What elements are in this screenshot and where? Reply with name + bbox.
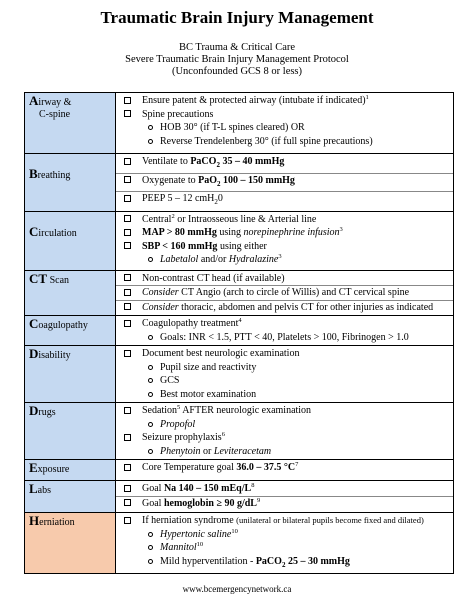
checklist-item: Consider CT Angio (arch to circle of Willis) and CT cervical spine — [116, 285, 453, 300]
checklist-item: Non-contrast CT head (if available) — [116, 272, 453, 286]
content-exposure — [116, 460, 454, 481]
checklist-item: Central$^2$ or Intraosseous line & Arterial line — [116, 213, 453, 227]
checklist-item: Spine precautions — [116, 108, 453, 122]
row-exposure — [25, 460, 454, 481]
label-ct-scan: CT Scan — [25, 270, 116, 316]
label-exposure: Exposure — [25, 460, 116, 481]
checklist-item: Oxygenate to PaO$_2$ 100 – 150 mmHg — [116, 173, 453, 192]
label-circulation: Circulation — [25, 211, 116, 270]
row-labs — [25, 481, 454, 513]
content-coagulopathy — [116, 316, 454, 346]
page-title: Traumatic Brain Injury Management — [100, 8, 374, 27]
sub-item: Goals: INR < 1.5, PTT < 40, Platelets > 100, Fibrinogen > 1.0 — [116, 331, 453, 345]
content-disability — [116, 346, 454, 403]
checklist-item: SBP < 160 mmHg using either — [116, 240, 453, 254]
sub-item: Labetalol and/or Hydralazine$^3$ — [116, 253, 453, 267]
label-herniation: Herniation — [25, 513, 116, 574]
checklist-item: If herniation syndrome (unilateral or bilateral pupils become fixed and dilated) — [116, 514, 453, 528]
content-labs — [116, 481, 454, 513]
label-drugs: Drugs — [25, 403, 116, 460]
row-ct-scan — [25, 270, 454, 316]
sub-item: Hypertonic saline$^{10}$ — [116, 528, 453, 542]
sub-item: Mannitol$^{10}$ — [116, 541, 453, 555]
row-drugs — [25, 403, 454, 460]
label-disability: Disability — [25, 346, 116, 403]
row-coagulopathy — [25, 316, 454, 346]
checklist-item: Consider thoracic, abdomen and pelvis CT for other injuries as indicated — [116, 300, 453, 315]
checklist-item: Goal hemoglobin ≥ 90 $g/dL^9$ — [116, 496, 453, 511]
checklist-item: PEEP 5 – 12 cmH$_2$0 — [116, 191, 453, 210]
sub-item: Phenytoin or Leviteracetam — [116, 445, 453, 459]
sub-item: Reverse Trendelenberg 30° (if full spine precautions) — [116, 135, 453, 149]
content-breathing — [116, 154, 454, 212]
label-airway: Airway & C-spine — [25, 93, 116, 154]
checklist-item: MAP > 80 mmHg using norepinephrine infusion$^3$ — [116, 226, 453, 240]
sub-item: Propofol — [116, 418, 453, 432]
row-herniation — [25, 513, 454, 574]
sub-item: GCS — [116, 374, 453, 388]
row-breathing — [25, 154, 454, 212]
content-airway — [116, 93, 454, 154]
subtitle-criteria: (Unconfounded GCS 8 or less) — [171, 66, 303, 77]
checklist-item: Ensure patent & protected airway (intubate if indicated)$^1$ — [116, 94, 453, 108]
content-circulation — [116, 211, 454, 270]
sub-item: Pupil size and reactivity — [116, 361, 453, 375]
content-drugs — [116, 403, 454, 460]
checklist-item: Ventilate to PaCO$_2$ 35 – 40 mmHg — [116, 155, 453, 173]
row-airway — [25, 93, 454, 154]
protocol-table — [24, 92, 454, 574]
sub-item: Mild hyperventilation - PaCO$_2$ 25 – 30 mmHg — [116, 555, 453, 573]
label-labs: Labs — [25, 481, 116, 513]
row-disability — [25, 346, 454, 403]
label-breathing: Breathing — [25, 154, 116, 212]
row-circulation — [25, 211, 454, 270]
sub-item: Best motor examination — [116, 388, 453, 402]
content-herniation — [116, 513, 454, 574]
checklist-item: Sedation$^5$ AFTER neurologic examination — [116, 404, 453, 418]
footer-url: www.bcemergencynetwork.ca — [182, 584, 292, 594]
checklist-item: Core Temperature goal 36.0 – 37.5 $^\circ C^7$ — [116, 461, 453, 475]
checklist-item: Document best neurologic examination — [116, 347, 453, 361]
checklist-item: Coagulopathy treatment$^4$ — [116, 317, 453, 331]
content-ct-scan — [116, 270, 454, 316]
sub-item: HOB 30° (if T-L spines cleared) OR — [116, 121, 453, 135]
subtitle-organization: BC Trauma & Critical Care — [178, 42, 296, 53]
subtitle-protocol: Severe Traumatic Brain Injury Management Protocol — [125, 54, 349, 65]
label-coagulopathy: Coagulopathy — [25, 316, 116, 346]
checklist-item: Goal Na 140 – 150 mEq/$L^8$ — [116, 482, 453, 496]
checklist-item: Seizure prophylaxis$^6$ — [116, 431, 453, 445]
